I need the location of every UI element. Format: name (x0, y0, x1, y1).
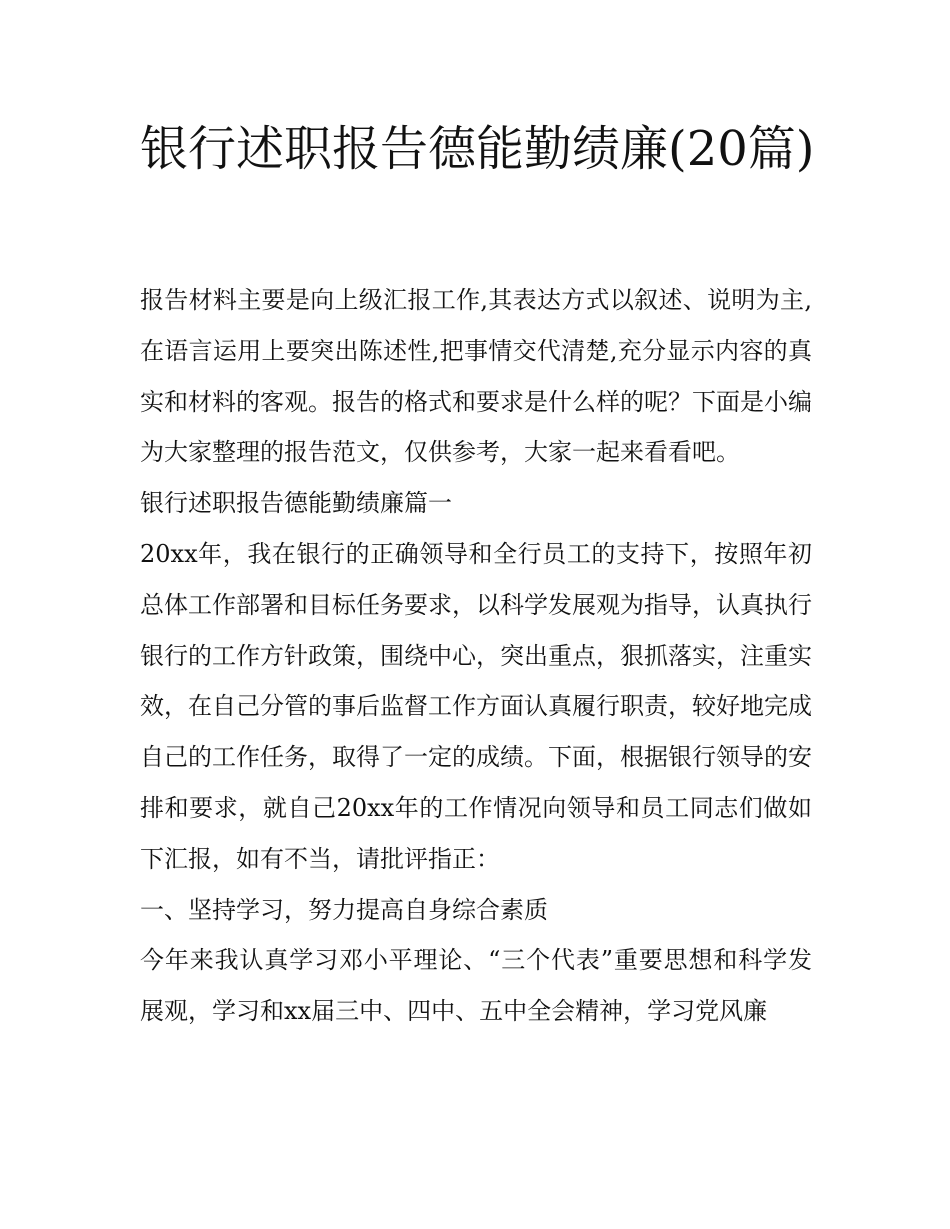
intro-paragraph: 报告材料主要是向上级汇报工作,其表达方式以叙述、说明为主,在语言运用上要突出陈述性,把事情交代清楚,充分显示内容的真实和材料的客观。报告的格式和要求是什么样的呢？下面是小编为大家整理的报告范文，仅供参考，大家一起来看看吧。 (140, 286, 812, 467)
subheading: 一、坚持学习，努力提高自身综合素质 (140, 895, 548, 924)
body-paragraph-continued: 今年来我认真学习邓小平理论、“三个代表”重要思想和科学发展观，学习和xx届三中、四中、五中全会精神，学习党风廉 (140, 946, 812, 1026)
section-heading: 银行述职报告德能勤绩廉篇一 (140, 489, 452, 518)
document-title: 银行述职报告德能勤绩廉(20篇) (140, 121, 815, 177)
body-paragraph: 20xx年，我在银行的正确领导和全行员工的支持下，按照年初总体工作部署和目标任务要求，以科学发展观为指导，认真执行银行的工作方针政策，围绕中心，突出重点，狠抓落实，注重实效，在自己分管的事后监督工作方面认真履行职责，较好地完成自己的工作任务，取得了一定的成绩。下面，根据银行领导的安排和要求，就自己20xx年的工作情况向领导和员工同志们做如下汇报，如有不当，请批评指正： (140, 539, 812, 873)
document-body (140, 275, 812, 1037)
